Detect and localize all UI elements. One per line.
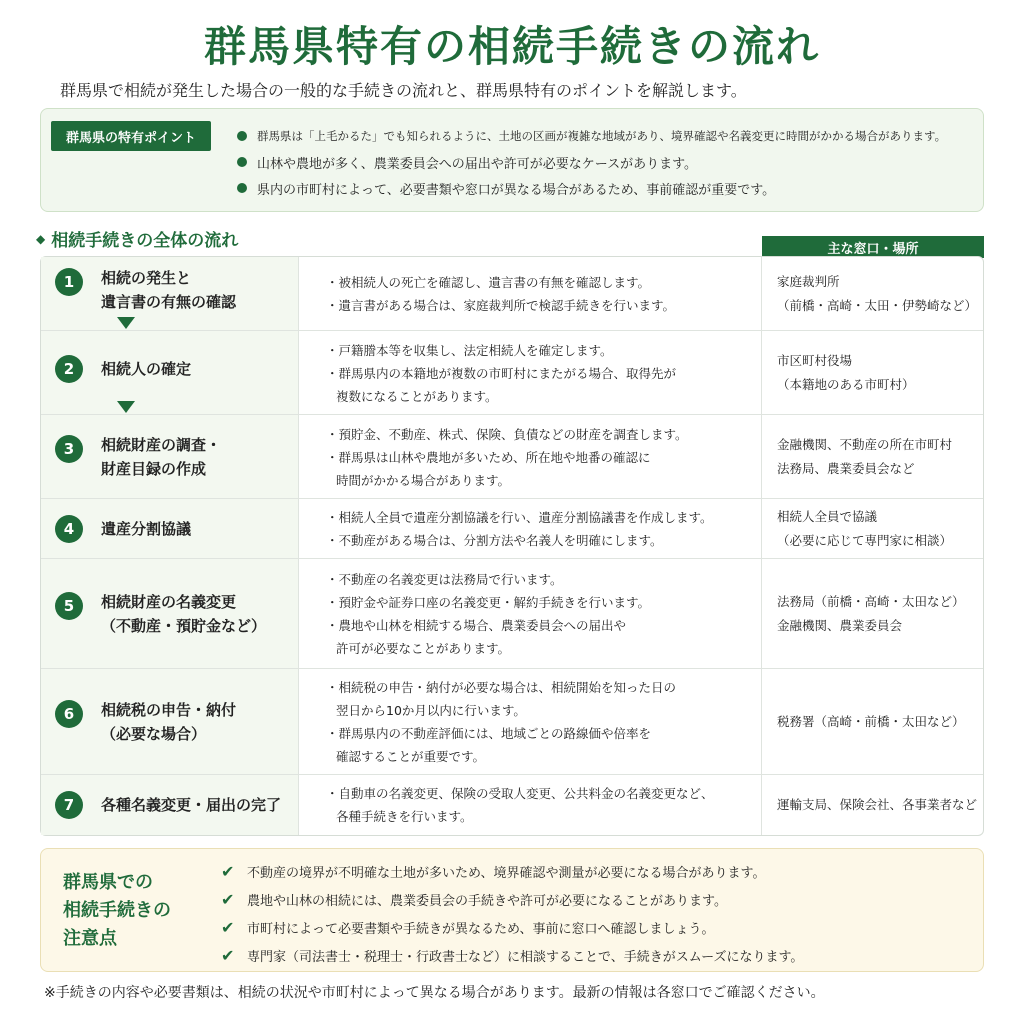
notes-title-line: 群馬県での	[63, 872, 153, 893]
desc-cell	[300, 415, 762, 498]
step-title-line: 財産目録の作成	[101, 460, 207, 478]
step-cell	[41, 669, 299, 774]
desc-line: 複数になることがあります。	[336, 389, 498, 404]
office-column-header: 主な窓口・場所	[762, 236, 984, 258]
office-line: 金融機関、農業委員会	[777, 617, 903, 633]
step-number: 2	[55, 355, 83, 383]
office-line: 税務署（高崎・前橋・太田など）	[777, 713, 965, 729]
step-cell	[41, 499, 299, 558]
step-title-line: 遺言書の有無の確認	[101, 293, 237, 311]
flow-table	[40, 256, 984, 836]
point-text: 群馬県は「上毛かるた」でも知られるように、土地の区画が複雑な地域があり、境界確認や名義変更に時間がかかる場合があります。	[257, 129, 947, 143]
step-title	[101, 266, 291, 314]
step-title-line: 相続財産の名義変更	[101, 593, 237, 611]
check-icon: ✔	[221, 889, 235, 909]
office-line: 市区町村役場	[777, 352, 853, 368]
desc-line: ・不動産がある場合は、分割方法や名義人を明確にします。	[326, 533, 663, 548]
note-text: 農地や山林の相続には、農業委員会の手続きや許可が必要になることがあります。	[247, 893, 727, 909]
flow-row	[41, 559, 983, 669]
step-cell	[41, 257, 299, 330]
note-text: 専門家（司法書士・税理士・行政書士など）に相談することで、手続きがスムーズになります。	[247, 949, 804, 965]
flow-row	[41, 669, 983, 775]
point-item	[237, 175, 977, 201]
point-item	[237, 123, 977, 149]
flow-row	[41, 331, 983, 415]
desc-line: ・遺言書がある場合は、家庭裁判所で検認手続きを行います。	[326, 298, 676, 313]
point-text: 県内の市町村によって、必要書類や窓口が異なる場合があるため、事前確認が重要です。	[257, 182, 776, 198]
office-line: （前橋・高崎・太田・伊勢崎など）	[777, 297, 978, 313]
desc-cell	[300, 775, 762, 835]
step-title	[101, 698, 291, 746]
desc-line: 許可が必要なことがあります。	[336, 641, 511, 656]
point-text: 山林や農地が多く、農業委員会への届出や許可が必要なケースがあります。	[257, 156, 698, 172]
desc-line: ・被相続人の死亡を確認し、遺言書の有無を確認します。	[326, 275, 651, 290]
page-title: 群馬県特有の相続手続きの流れ	[203, 22, 820, 71]
points-box	[40, 108, 984, 212]
note-item	[221, 885, 971, 913]
desc-line: 各種手続きを行います。	[336, 809, 473, 824]
step-title	[101, 433, 291, 481]
step-cell	[41, 775, 299, 835]
desc-line: ・農地や山林を相続する場合、農業委員会への届出や	[326, 618, 627, 633]
check-icon: ✔	[221, 861, 235, 881]
office-cell	[763, 415, 983, 498]
desc-line: ・自動車の名義変更、保険の受取人変更、公共料金の名義変更など、	[326, 786, 714, 801]
office-line: 金融機関、不動産の所在市町村	[777, 436, 953, 452]
office-cell	[763, 559, 983, 668]
desc-line: ・預貯金、不動産、株式、保険、負債などの財産を調査します。	[326, 427, 688, 442]
flow-row	[41, 257, 983, 331]
desc-cell	[300, 257, 762, 330]
step-number: 3	[55, 435, 83, 463]
step-title	[101, 590, 291, 638]
step-title	[101, 517, 291, 541]
step-cell	[41, 415, 299, 498]
flow-row	[41, 415, 983, 499]
office-line: （本籍地のある市町村）	[777, 376, 915, 392]
office-line: 法務局、農業委員会など	[777, 460, 915, 476]
bullet-dot-icon	[237, 183, 247, 193]
desc-line: ・群馬県は山林や農地が多いため、所在地や地番の確認に	[326, 450, 651, 465]
flow-heading	[36, 226, 238, 251]
step-title-line: （必要な場合）	[101, 725, 207, 743]
desc-line: 翌日から10か月以内に行います。	[336, 703, 526, 718]
step-title-line: （不動産・預貯金など）	[101, 617, 267, 635]
desc-line: 確認することが重要です。	[336, 749, 486, 764]
desc-line: ・相続人全員で遺産分割協議を行い、遺産分割協議書を作成します。	[326, 510, 713, 525]
flow-row	[41, 775, 983, 835]
step-number: 7	[55, 791, 83, 819]
check-icon: ✔	[221, 917, 235, 937]
notes-title	[63, 869, 213, 953]
note-text: 不動産の境界が不明確な土地が多いため、境界確認や測量が必要になる場合があります。	[247, 865, 766, 881]
office-cell	[763, 499, 983, 558]
office-cell	[763, 257, 983, 330]
flow-row	[41, 499, 983, 559]
step-title-line: 相続財産の調査・	[101, 436, 222, 454]
office-line: 法務局（前橋・高崎・太田など）	[777, 593, 965, 609]
notes-title-line: 注意点	[63, 928, 117, 949]
diamond-icon: ◆	[36, 231, 46, 246]
office-line: 運輸支局、保険会社、各事業者など	[777, 797, 978, 812]
desc-line: ・群馬県内の不動産評価には、地域ごとの路線価や倍率を	[326, 726, 652, 741]
down-arrow-icon	[117, 317, 135, 329]
step-number: 5	[55, 592, 83, 620]
note-item	[221, 857, 971, 885]
points-list	[237, 123, 977, 201]
step-number: 6	[55, 700, 83, 728]
note-text: 市町村によって必要書類や手続きが異なるため、事前に窓口へ確認しましょう。	[247, 921, 715, 937]
footnote: ※手続きの内容や必要書類は、相続の状況や市町村によって異なる場合があります。最新の情報は各窓口でご確認ください。	[44, 985, 825, 1001]
flow-heading-text: 相続手続きの全体の流れ	[51, 231, 239, 251]
step-title-line: 各種名義変更・届出の完了	[101, 796, 282, 814]
step-title-line: 相続税の申告・納付	[101, 701, 237, 719]
bullet-dot-icon	[237, 157, 247, 167]
office-cell	[763, 775, 983, 835]
desc-line: ・預貯金や証券口座の名義変更・解約手続きを行います。	[326, 595, 651, 610]
step-number: 1	[55, 268, 83, 296]
office-line: 家庭裁判所	[777, 273, 840, 289]
desc-line: 時間がかかる場合があります。	[336, 473, 511, 488]
step-title-line: 遺産分割協議	[101, 520, 192, 538]
desc-cell	[300, 669, 762, 774]
office-line: 相続人全員で協議	[777, 508, 878, 524]
points-badge: 群馬県の特有ポイント	[51, 121, 211, 151]
desc-line: ・相続税の申告・納付が必要な場合は、相続開始を知った日の	[326, 680, 677, 695]
down-arrow-icon	[117, 401, 135, 413]
step-cell	[41, 559, 299, 668]
notes-box	[40, 848, 984, 972]
bullet-dot-icon	[237, 131, 247, 141]
step-title	[101, 793, 291, 817]
notes-list	[221, 857, 971, 969]
desc-line: ・不動産の名義変更は法務局で行います。	[326, 572, 563, 587]
step-number: 4	[55, 515, 83, 543]
point-item	[237, 149, 977, 175]
step-cell	[41, 331, 299, 414]
notes-title-line: 相続手続きの	[63, 900, 171, 921]
page-subtitle: 群馬県で相続が発生した場合の一般的な手続きの流れと、群馬県特有のポイントを解説します。	[60, 81, 747, 100]
office-cell	[763, 669, 983, 774]
desc-cell	[300, 559, 762, 668]
step-title-line: 相続の発生と	[101, 269, 192, 287]
office-cell	[763, 331, 983, 414]
office-line: （必要に応じて専門家に相談）	[777, 532, 953, 548]
check-icon: ✔	[221, 945, 235, 965]
step-title-line: 相続人の確定	[101, 360, 192, 378]
desc-cell	[300, 499, 762, 558]
desc-line: ・群馬県内の本籍地が複数の市町村にまたがる場合、取得先が	[326, 366, 677, 381]
desc-line: ・戸籍謄本等を収集し、法定相続人を確定します。	[326, 343, 613, 358]
note-item	[221, 913, 971, 941]
desc-cell	[300, 331, 762, 414]
step-title	[101, 357, 291, 381]
note-item	[221, 941, 971, 969]
